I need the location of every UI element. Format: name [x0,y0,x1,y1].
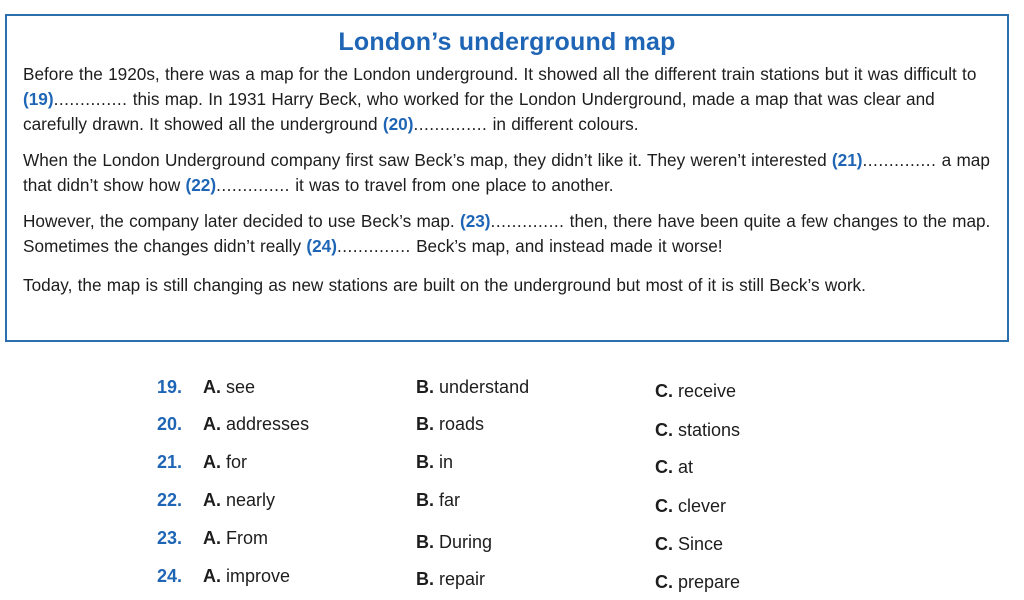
option-b-20[interactable]: B. roads [416,414,485,434]
blank-21-label: (21) [831,150,863,170]
question-number: 22. [157,490,183,510]
option-b-19[interactable]: B. understand [416,377,530,397]
option-c-20[interactable]: C. stations [655,420,741,440]
paragraph-3-text-2: then, there have been quite a few changes to the map. Sometimes the changes didn’t really [23,211,991,256]
paragraph-3-text-1: However, the company later decided to use Beck’s map. [23,211,460,231]
paragraph-1 [23,62,991,137]
option-c-23[interactable]: C. Since [655,534,724,554]
question-row-22 [0,490,1024,520]
question-number: 19. [157,377,183,397]
option-a-23[interactable]: A. From [203,528,269,548]
option-a-19[interactable]: A. see [203,377,256,397]
option-a-22[interactable]: A. nearly [203,490,276,510]
option-c-22[interactable]: C. clever [655,496,727,516]
paragraph-1-text-1: Before the 1920s, there was a map for the London underground. It showed all the different train stations but it was difficult to [23,64,977,84]
paragraph-1-text-3: in different colours. [487,114,639,134]
page-title: London’s underground map [338,28,676,56]
paragraph-3 [23,209,991,259]
blank-22-label: (22) [185,175,217,195]
option-a-21[interactable]: A. for [203,452,248,472]
paragraph-3-text-3: Beck’s map, and instead made it worse! [410,236,723,256]
paragraph-2-text-3: it was to travel from one place to another. [289,175,614,195]
option-c-24[interactable]: C. prepare [655,572,741,592]
blank-23-dots: .............. [490,211,565,231]
paragraph-1-text-2: this map. In 1931 Harry Beck, who worked for the London Underground, made a map that was clear and carefully drawn. It showed all the underground [23,89,935,134]
option-b-22[interactable]: B. far [416,490,461,510]
blank-24-dots: .............. [336,236,411,256]
paragraph-2-text-1: When the London Underground company first saw Beck’s map, they didn’t like it. They weren’t interested [23,150,832,170]
blank-24-label: (24) [306,236,337,256]
paragraph-2 [23,148,991,198]
question-number: 24. [157,566,183,586]
question-number: 21. [157,452,183,472]
option-c-21[interactable]: C. at [655,457,694,477]
option-a-24[interactable]: A. improve [203,566,291,586]
question-row-19 [0,377,1024,407]
blank-19-label: (19) [23,89,54,109]
option-b-23[interactable]: B. During [416,532,493,552]
option-b-21[interactable]: B. in [416,452,454,472]
passage-box [5,14,1009,342]
paragraph-2-text-2: a map that didn’t show how [23,150,990,195]
question-row-23 [0,528,1024,558]
blank-22-dots: .............. [216,175,290,195]
question-number: 23. [157,528,183,548]
blank-21-dots: .............. [862,150,937,170]
question-row-24 [0,566,1024,596]
option-c-19[interactable]: C. receive [655,381,737,401]
option-b-24[interactable]: B. repair [416,569,486,589]
question-row-21 [0,452,1024,482]
question-row-20 [0,414,1024,444]
option-a-20[interactable]: A. addresses [203,414,310,434]
blank-20-dots: .............. [413,114,488,134]
blank-23-label: (23) [459,211,491,231]
blank-19-dots: .............. [53,89,128,109]
paragraph-4: Today, the map is still changing as new stations are built on the underground but most of it is still Beck’s work. [23,275,866,295]
question-number: 20. [157,414,183,434]
blank-20-label: (20) [382,114,414,134]
